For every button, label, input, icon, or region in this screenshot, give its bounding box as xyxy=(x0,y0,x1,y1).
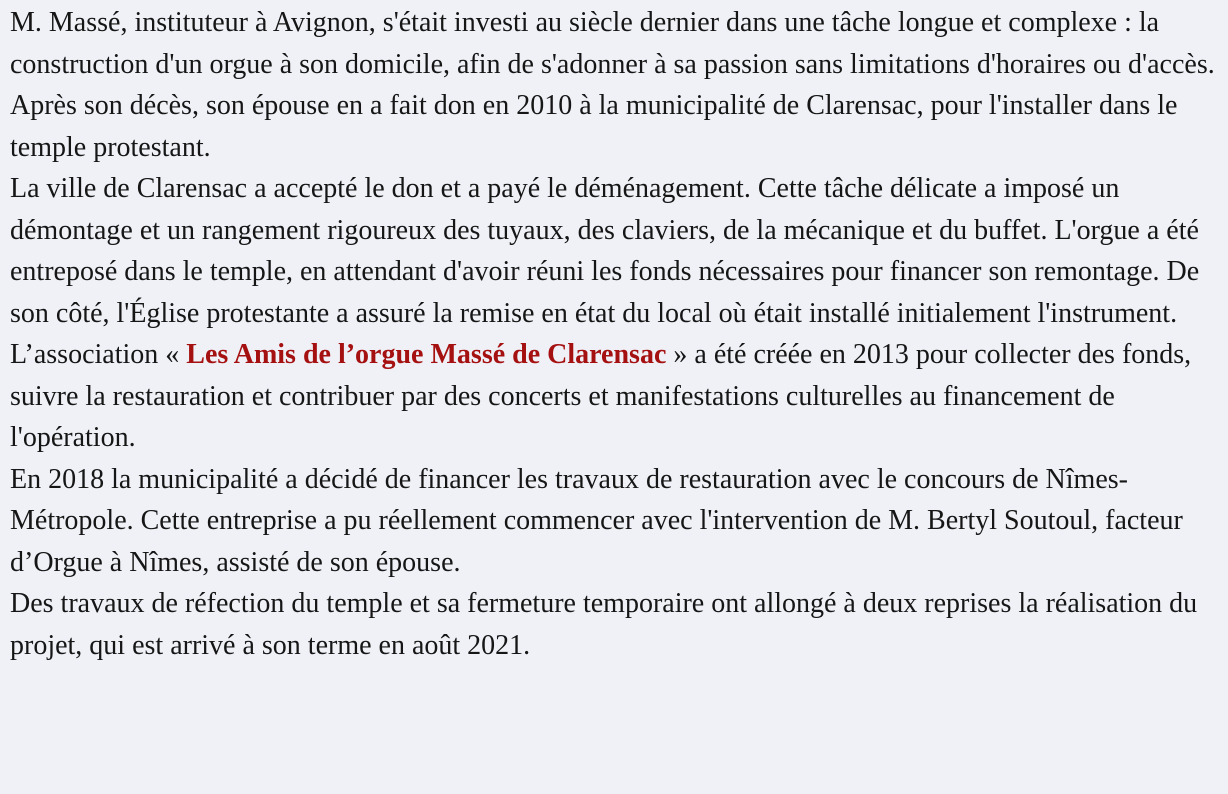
association-intro-text: L’association « xyxy=(10,339,187,370)
association-link[interactable]: Les Amis de l’orgue Massé de Clarensac xyxy=(186,339,667,370)
paragraph-donation: Après son décès, son épouse en a fait don en 2010 à la municipalité de Clarensac, pour l'installer dans le temple protestant. xyxy=(10,90,1178,163)
association-outro-text: » a été créée en 2013 pour collecter des fonds, suivre la restauration et contribuer par des concerts et manifestations culturelles au financement de l'opération. xyxy=(10,339,1192,453)
paragraph-association xyxy=(10,334,1218,459)
paragraph-completion: Des travaux de réfection du temple et sa fermeture temporaire ont allongé à deux reprises la réalisation du projet, qui est arrivé à son terme en août 2021. xyxy=(10,588,1198,661)
paragraph-restoration: En 2018 la municipalité a décidé de financer les travaux de restauration avec le concours de Nîmes-Métropole. Cette entreprise a pu réellement commencer avec l'intervention de M. Bertyl Soutoul, facteur d’Orgue à Nîmes, assisté de son épouse. xyxy=(10,463,1183,578)
paragraph-origin: M. Massé, instituteur à Avignon, s'était investi au siècle dernier dans une tâche longue et complexe : la construction d'un orgue à son domicile, afin de s'adonner à sa passion sans limitations d'horaires ou d'accès. xyxy=(10,7,1215,80)
paragraph-relocation: La ville de Clarensac a accepté le don et a payé le déménagement. Cette tâche délicate a imposé un démontage et un rangement rigoureux des tuyaux, des claviers, de la mécanique et du buffet. L'orgue a été entreposé dans le temple, en attendant d'avoir réuni les fonds nécessaires pour financer son remontage. De son côté, l'Église protestante a assuré la remise en état du local où était installé initialement l'instrument. xyxy=(10,173,1200,329)
